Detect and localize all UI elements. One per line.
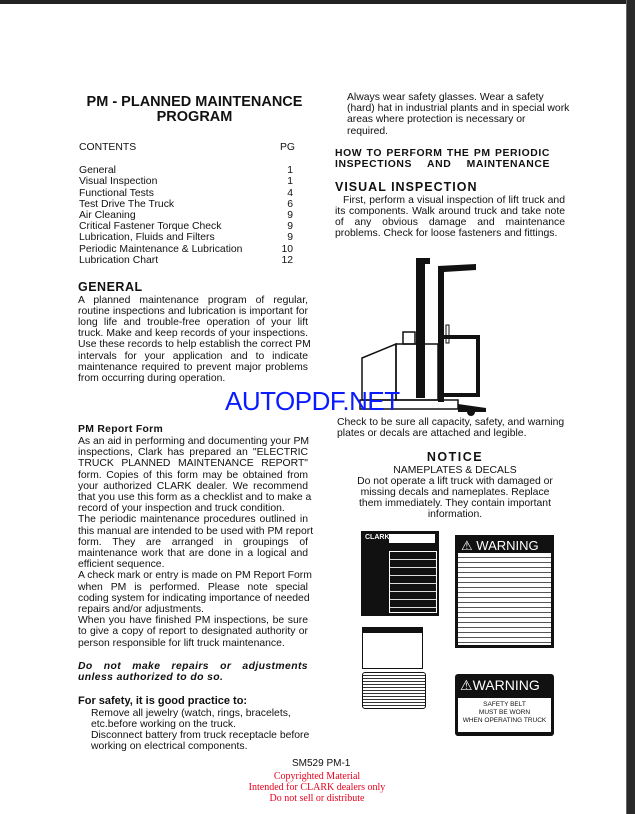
toc-item[interactable] — [79, 232, 299, 243]
text-line: INSPECTIONS AND MAINTENANCE — [335, 159, 550, 170]
toc-page: 9 — [287, 221, 293, 233]
table-of-contents — [79, 142, 299, 266]
text-line: that you use this form as a checklist and to make a — [78, 492, 312, 504]
toc-item[interactable] — [79, 188, 299, 199]
title-line: PM - PLANNED MAINTENANCE — [86, 94, 303, 110]
footer-line: Do not sell or distribute — [269, 793, 365, 804]
toc-page: 9 — [287, 232, 293, 244]
toc-item[interactable] — [79, 221, 299, 232]
toc-page: 6 — [287, 198, 293, 210]
toc-item[interactable] — [79, 176, 299, 187]
belt-line: WHEN OPERATING TRUCK — [462, 717, 547, 724]
safety-belt-warning-decal — [455, 674, 554, 736]
watermark-link[interactable]: AUTOPDF.NET — [225, 386, 400, 416]
report-heading: PM Report Form — [78, 424, 164, 435]
text-line: person responsible for lift truck maintenance. — [78, 637, 285, 649]
text-line: Check to be sure all capacity, safety, and warning — [337, 417, 565, 428]
important-decal — [362, 627, 423, 669]
belt-line: MUST BE WORN — [478, 709, 531, 716]
text-line: First, perform a visual inspection of lift truck and — [343, 194, 565, 206]
text-line: intervals for your application and to indicate — [78, 350, 308, 362]
text-line: inspections, Clark has prepared an "ELECTRIC — [78, 447, 308, 459]
text-line: The periodic maintenance procedures outlined in — [78, 514, 308, 526]
toc-item[interactable] — [79, 199, 299, 210]
check-note — [337, 417, 572, 439]
general-section — [78, 280, 311, 384]
toc-page: 1 — [287, 165, 293, 177]
text-line: efficient sequence. — [78, 559, 165, 571]
toc-item[interactable] — [79, 244, 299, 255]
text-line: unless authorized to do so. — [78, 672, 224, 684]
scrollbar[interactable] — [626, 0, 635, 814]
text-line: etc.before working on the truck. — [91, 719, 236, 731]
text-line: truck. Make and keep records of your inspections. — [78, 328, 308, 340]
toc-item[interactable] — [79, 255, 299, 266]
text-line: information. — [427, 509, 483, 521]
text-line: A planned maintenance program of regular, — [78, 294, 308, 306]
title-line: PROGRAM — [156, 109, 233, 125]
text-line: record of your inspection and truck condition. — [78, 503, 285, 515]
info-plate-decal — [362, 672, 426, 709]
how-to-heading — [335, 148, 550, 170]
text-line: this manual are intended to be used with PM report — [78, 525, 314, 537]
notice-heading: NOTICE — [426, 450, 484, 464]
text-line: required. — [347, 125, 389, 137]
warning-triangle-icon: ⚠ — [461, 538, 473, 553]
warning-triangle-icon: ⚠ — [460, 677, 473, 693]
footer-line: Copyrighted Material — [273, 771, 361, 782]
toc-page: 4 — [287, 187, 293, 199]
pg-header: PG — [279, 142, 295, 153]
text-line: maintenance work that are done in a logical and — [78, 548, 308, 560]
text-line: routine inspections and lubrication is important for — [78, 305, 308, 317]
text-line: problems. Check for loose fasteners and fittings. — [335, 228, 558, 240]
toc-label: Test Drive The Truck — [79, 198, 175, 210]
text-line: from occurring during operation. — [78, 372, 226, 384]
notice-box — [335, 450, 575, 521]
glasses-note — [347, 92, 570, 137]
text-line: missing decals and nameplates. Replace — [360, 486, 550, 498]
warning-label: WARNING — [472, 677, 540, 693]
clark-logo: CLARK — [365, 534, 390, 541]
text-line: to give a copy of report to designated authority or — [78, 626, 308, 638]
toc-label: Functional Tests — [79, 187, 154, 199]
belt-line: SAFETY BELT — [483, 701, 526, 708]
toc-item[interactable] — [79, 165, 299, 176]
text-line: As an aid in performing and documenting your PM — [78, 436, 310, 447]
text-line: HOW TO PERFORM THE PM PERIODIC — [335, 148, 550, 159]
text-line: Use these records to help establish the correct PM — [78, 339, 311, 351]
toc-label: General — [79, 165, 116, 177]
text-line: Do not operate a lift truck with damaged or — [357, 475, 553, 487]
text-line: form. Copies of this form may be obtained from — [78, 469, 308, 481]
visual-heading: VISUAL INSPECTION — [335, 180, 478, 194]
general-heading: GENERAL — [78, 280, 143, 294]
text-line: plates or decals are attached and legible. — [337, 428, 527, 440]
page-code: SM529 PM-1 — [292, 758, 351, 769]
warning-label: WARNING — [476, 538, 539, 553]
document-page — [0, 4, 627, 814]
text-line: its components. Walk around truck and take note — [335, 205, 565, 217]
text-line: (hard) hat in industrial plants and in special work — [347, 103, 570, 115]
toc-label: Air Cleaning — [79, 210, 136, 222]
toc-page: 1 — [287, 176, 293, 188]
safety-heading: For safety, it is good practice to: — [78, 695, 248, 708]
toc-item[interactable] — [79, 210, 299, 221]
toc-page: 9 — [287, 210, 293, 222]
text-line: Disconnect battery from truck receptacle before — [91, 730, 310, 742]
clark-nameplate-decal — [361, 531, 439, 616]
text-line: of any obvious damage and maintenance — [335, 216, 565, 228]
footer-line: Intended for CLARK dealers only — [248, 782, 386, 793]
contents-header: CONTENTS — [79, 142, 137, 153]
toc-page: 12 — [281, 254, 293, 266]
text-line: form. They are arranged in groupings of — [78, 536, 308, 548]
toc-label: Critical Fastener Torque Check — [79, 221, 222, 233]
warning-decal — [455, 535, 554, 648]
text-line: TRUCK PLANNED MAINTENANCE REPORT" — [78, 458, 308, 470]
notice-subheading: NAMEPLATES & DECALS — [393, 464, 517, 476]
text-line: repairs and/or adjustments. — [78, 604, 204, 616]
toc-page: 10 — [281, 243, 293, 255]
text-line: When you have finished PM inspections, be sure — [78, 615, 308, 627]
visual-section — [335, 180, 565, 239]
text-line: Remove all jewelry (watch, rings, bracelets, — [91, 707, 291, 719]
copyright-footer — [217, 771, 417, 804]
toc-label: Periodic Maintenance & Lubrication — [79, 243, 243, 255]
text-line: areas where protection is necessary or — [347, 114, 526, 126]
text-line: long life and trouble-free operation of your lift — [78, 316, 308, 328]
text-line: maintenance required to prevent major problems — [78, 361, 308, 373]
toc-label: Lubrication, Fluids and Filters — [79, 232, 215, 244]
report-section — [78, 424, 314, 753]
text-line: Do not make repairs or adjustments — [78, 660, 308, 672]
text-line: them immediately. They contain important — [359, 498, 551, 510]
toc-label: Lubrication Chart — [79, 254, 159, 266]
text-line: A check mark or entry is made on PM Report Form — [78, 570, 312, 582]
text-line: your authorized CLARK dealer. We recommend — [78, 480, 308, 492]
toc-label: Visual Inspection — [79, 176, 158, 188]
text-line: Always wear safety glasses. Wear a safety — [347, 92, 544, 103]
text-line: working on electrical components. — [91, 741, 248, 753]
page-title — [72, 95, 317, 125]
text-line: coding system for indicating importance of needed — [78, 592, 310, 604]
text-line: when PM is performed. Please note special — [78, 581, 308, 593]
